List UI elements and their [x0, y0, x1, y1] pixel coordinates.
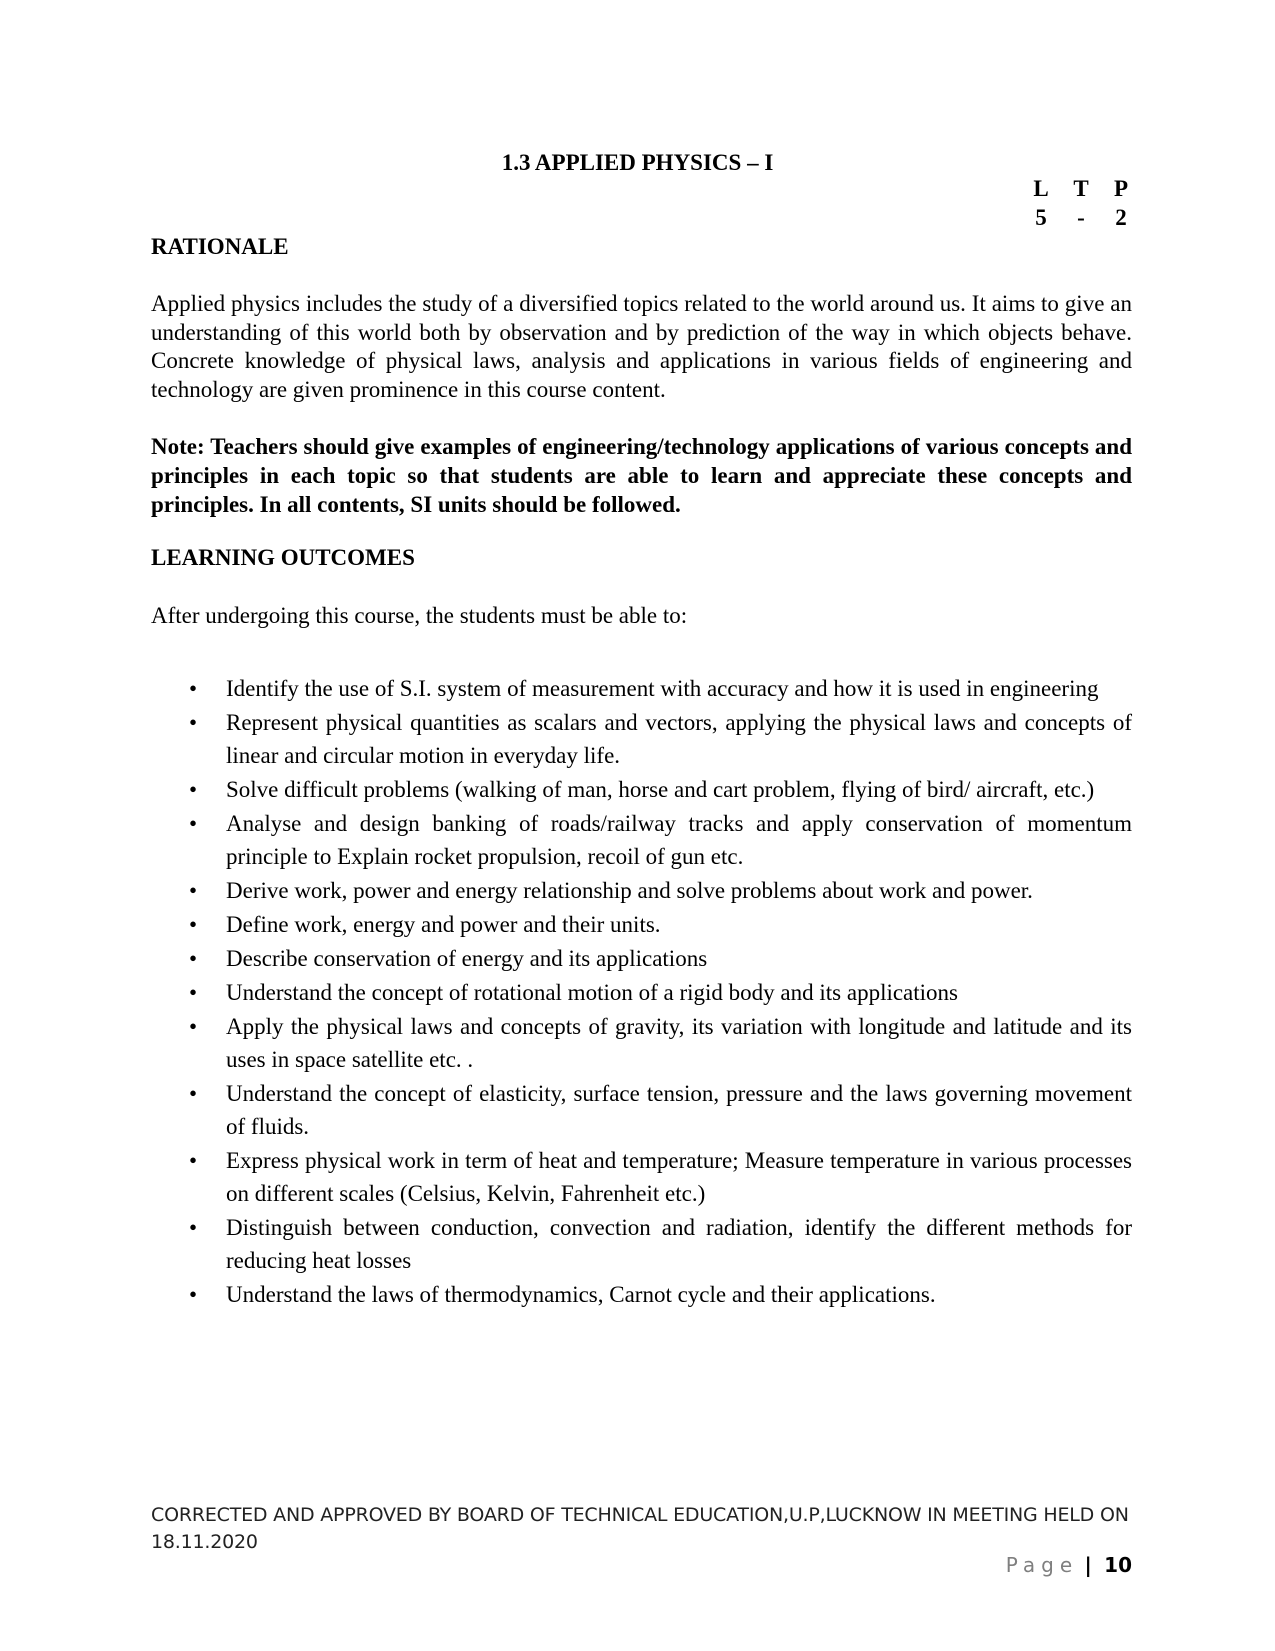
learning-outcome-text: Apply the physical laws and concepts of gravity, its variation with longitude and latitude and its uses in space satellite etc. .	[226, 1014, 1132, 1072]
bullet-icon: •	[189, 811, 198, 836]
bullet-icon: •	[189, 912, 198, 937]
rationale-paragraph: Applied physics includes the study of a diversified topics related to the world around us. It aims to give an understanding of this world both by observation and by prediction of the way in which objects behave. Concrete knowledge of physical laws, analysis and applications in various fields of engineering and technology are given prominence in this course content.	[151, 291, 1132, 402]
ltp-value-p: 2	[1115, 205, 1127, 230]
ltp-header-p: P	[1113, 176, 1129, 201]
learning-outcomes-list	[151, 672, 1132, 1312]
bullet-icon: •	[189, 1014, 198, 1039]
learning-outcome-item	[151, 1144, 1132, 1210]
ltp-header-row	[1030, 176, 1132, 202]
learning-outcome-text: Analyse and design banking of roads/railway tracks and apply conservation of momentum principle to Explain rocket propulsion, recoil of gun etc.	[226, 811, 1132, 869]
learning-outcomes-intro: After undergoing this course, the students must be able to:	[151, 603, 688, 628]
learning-outcome-item	[151, 942, 1132, 975]
learning-outcome-item	[151, 1278, 1132, 1311]
bullet-icon: •	[189, 878, 198, 903]
page-separator: |	[1084, 1553, 1092, 1577]
bullet-icon: •	[189, 946, 198, 971]
learning-outcome-text: Identify the use of S.I. system of measurement with accuracy and how it is used in engineering	[226, 676, 1099, 701]
footer-line-1: CORRECTED AND APPROVED BY BOARD OF TECHNICAL EDUCATION,U.P,LUCKNOW IN MEETING HELD ON	[151, 1504, 1129, 1526]
ltp-header-l: L	[1033, 176, 1049, 201]
course-title: 1.3 APPLIED PHYSICS – I	[501, 150, 774, 175]
learning-outcome-item	[151, 706, 1132, 772]
learning-outcome-text: Understand the concept of rotational motion of a rigid body and its applications	[226, 980, 958, 1005]
page-label: Page	[1005, 1553, 1079, 1577]
learning-outcomes-heading: LEARNING OUTCOMES	[151, 545, 415, 570]
learning-outcome-text: Solve difficult problems (walking of man, horse and cart problem, flying of bird/ aircraft, etc.)	[226, 777, 1095, 802]
teacher-note: Note: Teachers should give examples of engineering/technology applications of various concepts and principles in each topic so that students are able to learn and appreciate these concepts and principles. In all contents, SI units should be followed.	[151, 434, 1132, 517]
learning-outcome-text: Derive work, power and energy relationship and solve problems about work and power.	[226, 878, 1033, 903]
learning-outcome-text: Describe conservation of energy and its applications	[226, 946, 708, 971]
page-number	[1006, 1553, 1132, 1577]
learning-outcome-item	[151, 1211, 1132, 1277]
learning-outcome-text: Understand the concept of elasticity, surface tension, pressure and the laws governing movement of fluids.	[226, 1081, 1132, 1139]
page-number-value: 10	[1104, 1553, 1132, 1577]
learning-outcome-text: Distinguish between conduction, convection and radiation, identify the different methods for reducing heat losses	[226, 1215, 1132, 1273]
learning-outcome-item	[151, 672, 1132, 705]
learning-outcome-text: Express physical work in term of heat and temperature; Measure temperature in various processes on different scales (Celsius, Kelvin, Fahrenheit etc.)	[226, 1148, 1132, 1206]
bullet-icon: •	[189, 777, 198, 802]
learning-outcome-text: Represent physical quantities as scalars and vectors, applying the physical laws and concepts of linear and circular motion in everyday life.	[226, 710, 1132, 768]
learning-outcome-item	[151, 874, 1132, 907]
learning-outcome-item	[151, 908, 1132, 941]
bullet-icon: •	[189, 1081, 198, 1106]
bullet-icon: •	[189, 1148, 198, 1173]
footer-line-2: 18.11.2020	[151, 1531, 258, 1553]
learning-outcome-item	[151, 1010, 1132, 1076]
learning-outcome-item	[151, 807, 1132, 873]
ltp-values-row	[1030, 205, 1132, 231]
learning-outcome-text: Define work, energy and power and their units.	[226, 912, 661, 937]
bullet-icon: •	[189, 1215, 198, 1240]
ltp-header-t: T	[1073, 176, 1089, 201]
ltp-value-t: -	[1077, 205, 1085, 230]
learning-outcome-text: Understand the laws of thermodynamics, Carnot cycle and their applications.	[226, 1282, 936, 1307]
approval-footer	[151, 1502, 1131, 1556]
bullet-icon: •	[189, 676, 198, 701]
bullet-icon: •	[189, 980, 198, 1005]
learning-outcome-item	[151, 773, 1132, 806]
learning-outcome-item	[151, 1077, 1132, 1143]
rationale-heading: RATIONALE	[151, 234, 289, 259]
ltp-value-l: 5	[1035, 205, 1047, 230]
learning-outcome-item	[151, 976, 1132, 1009]
bullet-icon: •	[189, 710, 198, 735]
bullet-icon: •	[189, 1282, 198, 1307]
